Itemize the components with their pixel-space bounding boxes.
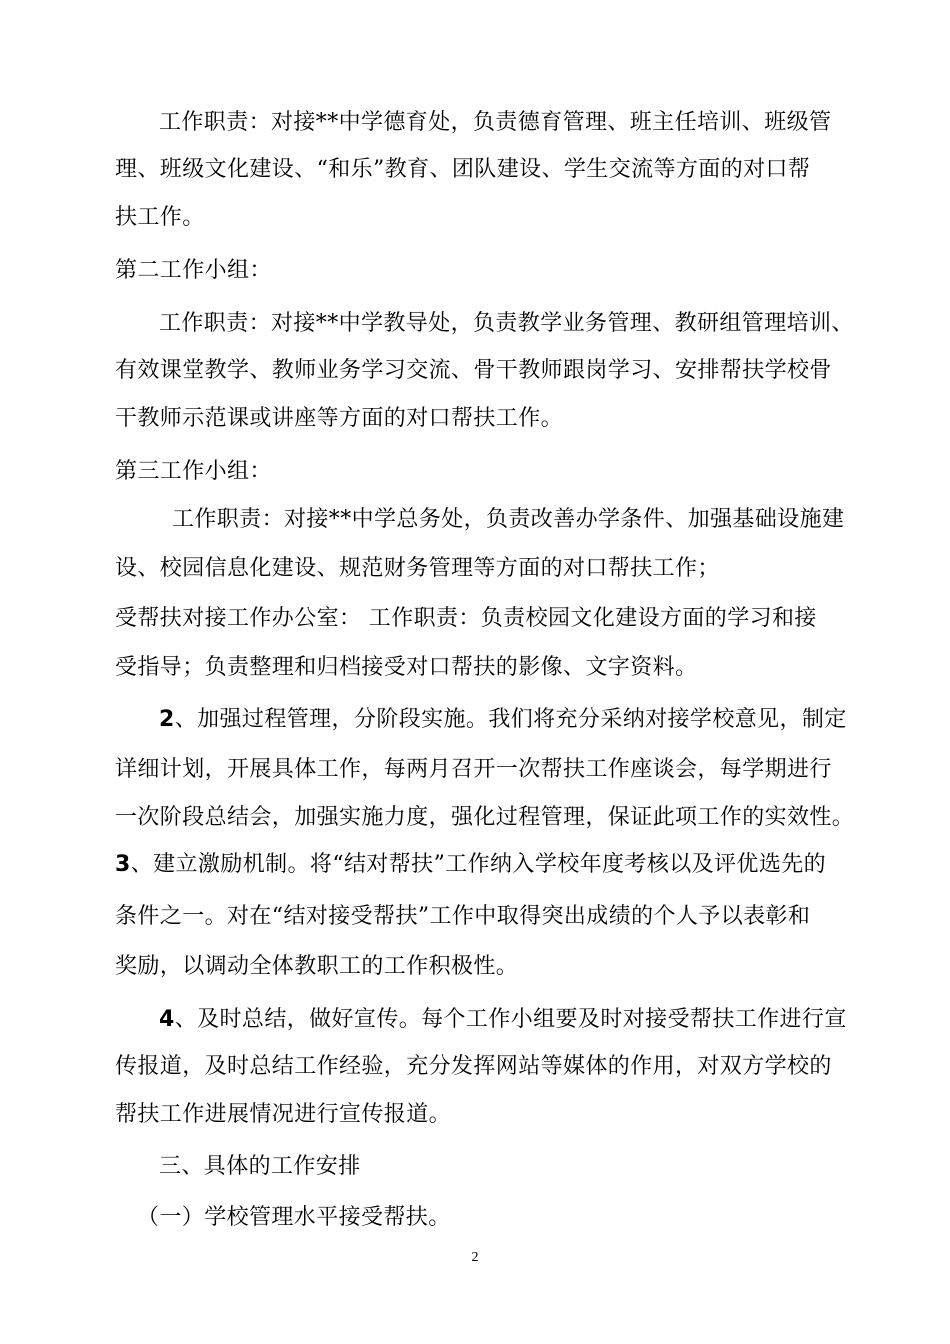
paragraph-line: 工作职责：对接**中学总务处，负责改善办学条件、加强基础设施建 (172, 507, 845, 532)
item-number: 2 (159, 707, 175, 732)
paragraph-line: 工作职责：对接**中学德育处，负责德育管理、班主任培训、班级管 (159, 110, 832, 135)
item-text: 、及时总结，做好宣传。每个工作小组要及时对接受帮扶工作进行宣 (174, 1007, 847, 1032)
numbered-item-3 (115, 850, 826, 880)
paragraph-line: 理、班级文化建设、“和乐”教育、团队建设、学生交流等方面的对口帮 (115, 157, 811, 182)
item-text: 、建立激励机制。将“结对帮扶”工作纳入学校年度考核以及评优选先的 (130, 852, 827, 877)
section-heading: 三、具体的工作安排 (159, 1154, 361, 1179)
section-heading: 第三工作小组： (115, 459, 272, 484)
paragraph-line: 有效课堂教学、教师业务学习交流、骨干教师跟岗学习、安排帮扶学校骨 (115, 358, 832, 383)
paragraph-line: 详细计划，开展具体工作，每两月召开一次帮扶工作座谈会，每学期进行 (115, 757, 832, 782)
paragraph-line: 扶工作。 (115, 205, 205, 230)
paragraph-line: 干教师示范课或讲座等方面的对口帮扶工作。 (115, 406, 564, 431)
paragraph-line: 帮扶工作进展情况进行宣传报道。 (115, 1102, 452, 1127)
numbered-item-4 (159, 1005, 847, 1035)
paragraph-line: 传报道，及时总结工作经验，充分发挥网站等媒体的作用，对双方学校的 (115, 1054, 832, 1079)
numbered-item-2 (159, 705, 847, 735)
page-number: 2 (471, 1250, 479, 1265)
section-heading: 第二工作小组： (115, 258, 272, 283)
item-text: 、加强过程管理，分阶段实施。我们将充分采纳对接学校意见，制定 (174, 707, 847, 732)
item-number: 4 (159, 1007, 175, 1032)
paragraph-line: 工作职责：对接**中学教导处，负责教学业务管理、教研组管理培训、 (159, 311, 854, 336)
subsection-heading: （一）学校管理水平接受帮扶。 (137, 1205, 451, 1230)
paragraph-line: 一次阶段总结会，加强实施力度，强化过程管理，保证此项工作的实效性。 (115, 805, 855, 830)
paragraph-line: 条件之一。对在“结对接受帮扶”工作中取得突出成绩的个人予以表彰和 (115, 904, 811, 929)
paragraph-line: 受指导；负责整理和归档接受对口帮扶的影像、文字资料。 (115, 655, 698, 680)
paragraph-line: 奖励，以调动全体教职工的工作积极性。 (115, 954, 519, 979)
item-number: 3 (115, 852, 131, 877)
paragraph-line: 设、校园信息化建设、规范财务管理等方面的对口帮扶工作； (115, 556, 720, 581)
paragraph-line: 受帮扶对接工作办公室： 工作职责：负责校园文化建设方面的学习和接 (115, 606, 817, 631)
